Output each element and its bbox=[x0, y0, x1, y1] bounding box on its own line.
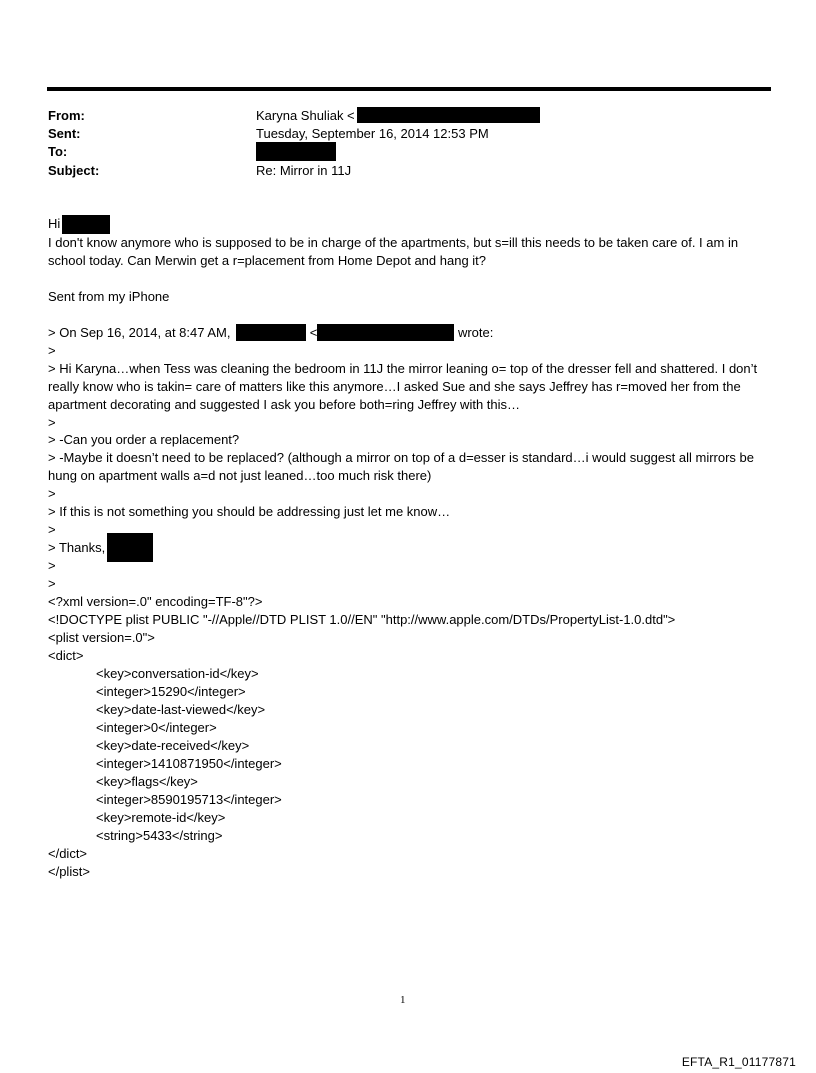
reply-paragraph: I don't know anymore who is supposed to be in charge of the apartments, but s=ill this needs to be taken care of. I am in school today. Can Merwin get a r=placement from Home Depot and hang it? bbox=[48, 235, 739, 268]
quoted-question: > -Maybe it doesn’t need to be replaced? (although a mirror on top of a d=esser is standard…i would suggest all mirrors be hung on apartment walls a=d not just leaned…too much risk there) bbox=[48, 450, 754, 483]
redaction-box bbox=[317, 324, 454, 341]
redaction-box bbox=[236, 324, 306, 341]
plist-entry: <key>flags</key> bbox=[96, 774, 198, 789]
signature: Sent from my iPhone bbox=[48, 289, 170, 304]
page-number: 1 bbox=[400, 994, 406, 1006]
plist-entry: <key>date-last-viewed</key> bbox=[96, 702, 266, 717]
plist-entry: <integer>8590195713</integer> bbox=[96, 792, 282, 807]
quote-blank-line: > bbox=[48, 522, 56, 537]
plist-doctype: <!DOCTYPE plist PUBLIC "-//Apple//DTD PLIST 1.0//EN" "http://www.apple.com/DTDs/PropertyList-1.0.dtd"> bbox=[48, 612, 676, 627]
quote-blank-line: > bbox=[48, 415, 56, 430]
bates-number: EFTA_R1_01177871 bbox=[681, 1055, 796, 1069]
dict-open: <dict> bbox=[48, 648, 84, 663]
plist-entry: <string>5433</string> bbox=[96, 828, 223, 843]
quote-blank-line: > bbox=[48, 343, 56, 358]
greeting: Hi bbox=[48, 216, 61, 231]
quoted-closing: > If this is not something you should be addressing just let me know… bbox=[48, 504, 451, 519]
redaction-box bbox=[62, 215, 110, 234]
to-label: To: bbox=[48, 144, 68, 159]
quote-blank-line: > bbox=[48, 486, 56, 501]
quoted-paragraph: > Hi Karyna…when Tess was cleaning the bedroom in 11J the mirror leaning o= top of the dresser fell and shattered. I don’t really know who is takin= care of matters like this anymore…I asked Sue and she says Jeffrey has r=moved her from the apartment decorating and suggested I ask you before both=ring Jeffrey with this… bbox=[48, 361, 758, 412]
plist-entry: <integer>0</integer> bbox=[96, 720, 217, 735]
sent-value: Tuesday, September 16, 2014 12:53 PM bbox=[256, 126, 489, 141]
quoted-intro-suffix: wrote: bbox=[457, 325, 494, 340]
quoted-thanks-line bbox=[48, 539, 153, 562]
plist-entry: <key>date-received</key> bbox=[96, 738, 250, 753]
subject-label: Subject: bbox=[48, 163, 100, 178]
to-value bbox=[256, 142, 336, 161]
from-name: Karyna Shuliak < bbox=[256, 108, 355, 123]
plist-close: </plist> bbox=[48, 864, 90, 879]
dict-close: </dict> bbox=[48, 846, 88, 861]
redaction-box bbox=[357, 107, 540, 123]
plist-entry: <key>conversation-id</key> bbox=[96, 666, 259, 681]
from-value bbox=[256, 107, 540, 125]
greeting-line bbox=[48, 215, 110, 234]
plist-entry: <integer>1410871950</integer> bbox=[96, 756, 282, 771]
plist-open: <plist version=.0"> bbox=[48, 630, 155, 645]
quoted-intro bbox=[48, 324, 493, 342]
header-rule bbox=[47, 87, 771, 91]
plist-entry: <integer>15290</integer> bbox=[96, 684, 246, 699]
redaction-box bbox=[107, 533, 153, 562]
subject-value: Re: Mirror in 11J bbox=[256, 163, 352, 178]
plist-entry: <key>remote-id</key> bbox=[96, 810, 226, 825]
quote-blank-line: > bbox=[48, 558, 56, 573]
quoted-intro-mid: < bbox=[309, 325, 318, 340]
quote-blank-line: > bbox=[48, 576, 56, 591]
from-label: From: bbox=[48, 108, 85, 123]
plist-xml-declaration: <?xml version=.0" encoding=TF-8"?> bbox=[48, 594, 263, 609]
quoted-thanks: > Thanks, bbox=[48, 540, 106, 555]
quoted-intro-prefix: > On Sep 16, 2014, at 8:47 AM, bbox=[48, 325, 231, 340]
sent-label: Sent: bbox=[48, 126, 81, 141]
quoted-question: > -Can you order a replacement? bbox=[48, 432, 240, 447]
redaction-box bbox=[256, 142, 336, 161]
